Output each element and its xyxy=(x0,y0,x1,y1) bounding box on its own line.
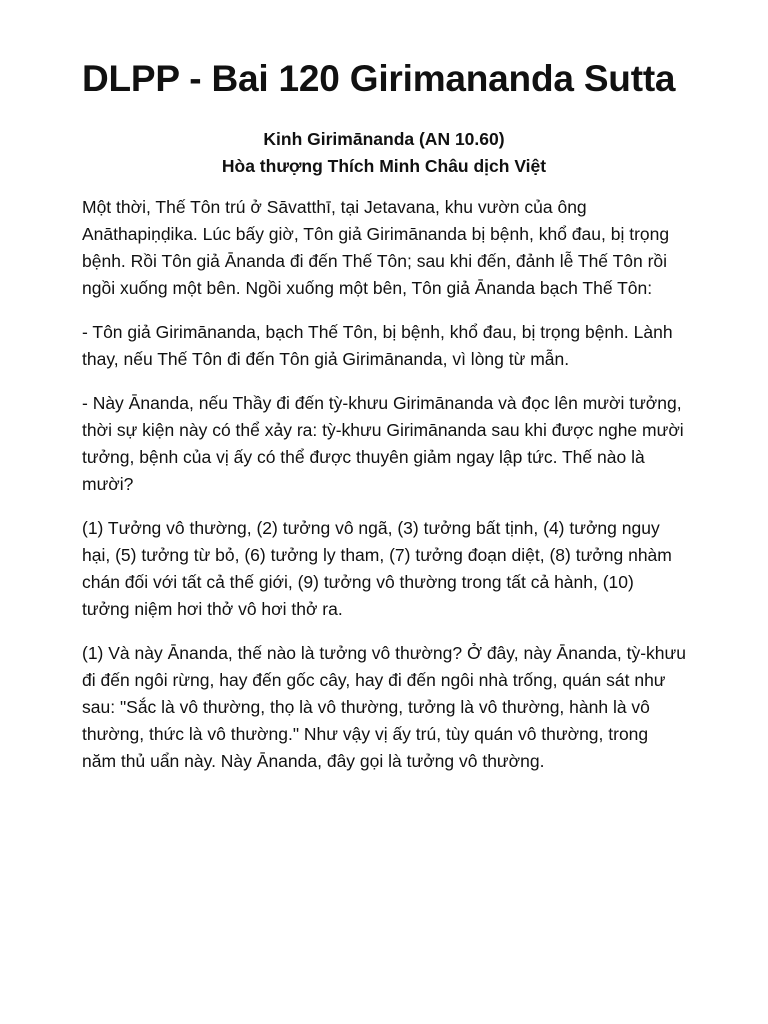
subtitle-block xyxy=(82,126,686,180)
translator-credit: Hòa thượng Thích Minh Châu dịch Việt xyxy=(221,156,547,176)
sutta-reference: Kinh Girimānanda (AN 10.60) xyxy=(263,129,505,149)
paragraph: (1) Tưởng vô thường, (2) tưởng vô ngã, (3) tưởng bất tịnh, (4) tưởng nguy hại, (5) tưởng từ bỏ, (6) tưởng ly tham, (7) tưởng đoạn diệt, (8) tưởng nhàm chán đối với tất cả thế giới, (9) tưởng vô thường trong tất cả hành, (10) tưởng niệm hơi thở vô hơi thở ra. xyxy=(82,518,672,619)
paragraph: (1) Và này Ānanda, thế nào là tưởng vô thường? Ở đây, này Ānanda, tỳ-khưu đi đến ngôi rừng, hay đến gốc cây, hay đi đến ngôi nhà trống, quán sát như sau: "Sắc là vô thường, thọ là vô thường, tưởng là vô thường, hành là vô thường, thức là vô thường." Như vậy vị ấy trú, tùy quán vô thường, trong năm thủ uẩn này. Này Ānanda, đây gọi là tưởng vô thường. xyxy=(82,643,686,771)
body-text xyxy=(82,194,686,775)
paragraph: - Tôn giả Girimānanda, bạch Thế Tôn, bị bệnh, khổ đau, bị trọng bệnh. Lành thay, nếu Thế Tôn đi đến Tôn giả Girimānanda, vì lòng từ mẫn. xyxy=(82,322,673,369)
paragraph: - Này Ānanda, nếu Thầy đi đến tỳ-khưu Girimānanda và đọc lên mười tưởng, thời sự kiện này có thể xảy ra: tỳ-khưu Girimānanda sau khi được nghe mười tưởng, bệnh của vị ấy có thể được thuyên giảm ngay lập tức. Thế nào là mười? xyxy=(82,393,684,494)
paragraph: Một thời, Thế Tôn trú ở Sāvatthī, tại Jetavana, khu vườn của ông Anāthapiṇḍika. Lúc bấy giờ, Tôn giả Girimānanda bị bệnh, khổ đau, bị trọng bệnh. Rồi Tôn giả Ānanda đi đến Thế Tôn; sau khi đến, đảnh lễ Thế Tôn rồi ngồi xuống một bên. Ngồi xuống một bên, Tôn giả Ānanda bạch Thế Tôn: xyxy=(82,197,670,298)
page-title: DLPP - Bai 120 Girimananda Sutta xyxy=(82,58,676,99)
